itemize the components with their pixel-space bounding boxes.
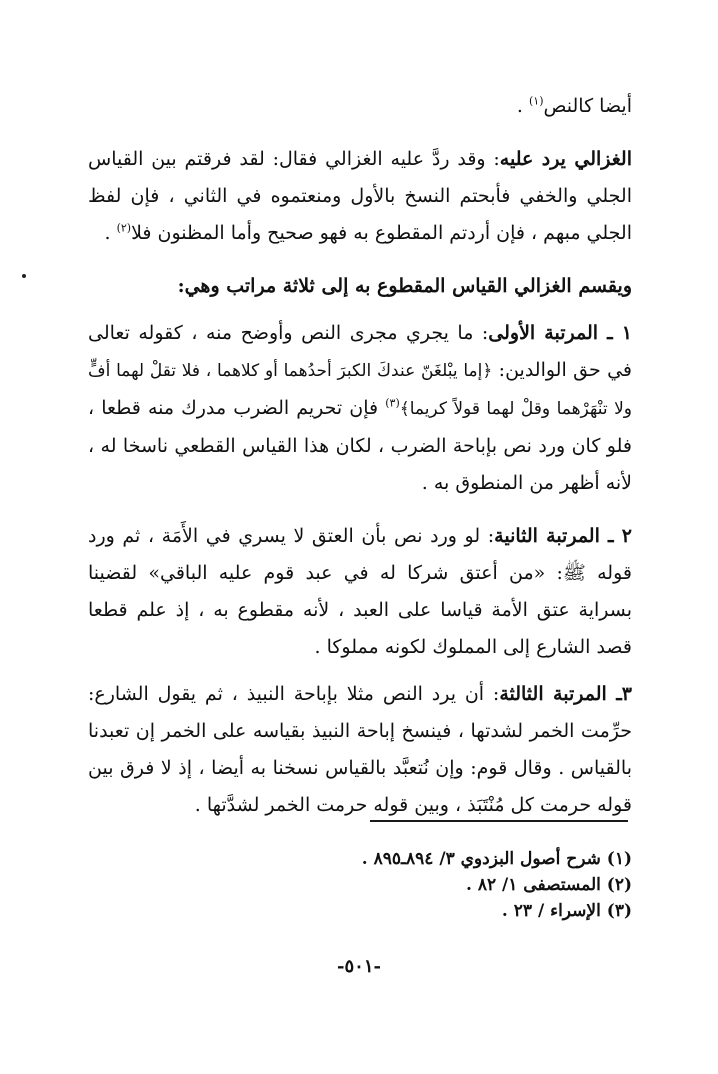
paragraph-second-rank: [88, 518, 632, 666]
paragraph-continuation: [88, 88, 632, 125]
paragraph-text: : وقد ردَّ عليه الغزالي فقال: لقد فرقتم بين القياس الجلي والخفي فأبحتم النسخ بالأول ومنعتموه في الثاني ، فإن لفظ الجلي مبهم ، فإن أردتم المقطوع به فهو صحيح وأما المظنون فلا: [88, 148, 632, 244]
footnote-item: (٣) الإسراء / ٢٣ .: [501, 901, 632, 921]
paragraph-heading: ٣ـ المرتبة الثالثة: [499, 683, 632, 705]
paragraph-text-continued: فإن تحريم الضرب مدرك منه قطعا ، فلو كان ورد نص بإباحة الضرب ، لكان هذا القياس القطعي ناسخا له ، لأنه أظهر من المنطوق به .: [88, 397, 632, 494]
quran-verse: ﴿إما يبْلغَنّ عندكَ الكبرَ أحدُهما أو كلاهما ، فلا تقلْ لهما أفٍّ ولا تنْهَرْهما وقلْ لهما قولاً كريما﴾: [88, 361, 632, 419]
paragraph-heading: الغزالي يرد عليه: [499, 148, 632, 170]
paragraph-text: ويقسم الغزالي القياس المقطوع به إلى ثلاثة مراتب وهي:: [177, 275, 632, 297]
footnote-separator: [370, 820, 628, 822]
paragraph-text: : أن يرد النص مثلا بإباحة النبيذ ، ثم يقول الشارع: حرِّمت الخمر لشدتها ، فينسخ إباحة النبيذ بقياسه على الخمر إن تعبدنا بالقياس . وقال قوم: وإن نُتعبَّد بالقياس نسخنا به أيضا ، إذ لا فرق بين قوله حرمت كل مُنْتَبَذ ، وبين قوله حرمت الخمر لشدَّتها .: [88, 683, 632, 816]
paragraph-tail: .: [516, 95, 529, 117]
page-number: -٥٠١-: [337, 956, 381, 977]
paragraph-first-rank: [88, 315, 632, 502]
margin-dot: [22, 274, 26, 278]
paragraph-division-intro: [88, 268, 632, 305]
footnotes: [88, 846, 632, 924]
paragraph-text: : لو ورد نص بأن العتق لا يسري في الأَمَة ، ثم ورد قوله ﷺ: «من أعتق شركا له في عبد قوم عليه الباقي» لقضينا بسراية عتق الأمة قياسا على العبد ، لأنه مقطوع به ، إذ علم قطعا قصد الشارع إلى المملوك لكونه مملوكا .: [88, 525, 632, 658]
footnote-item: (٢) المستصفى ١/ ٨٢ .: [466, 875, 632, 895]
paragraph-text: : ما يجري مجرى النص وأوضح منه ، كقوله تعالى في حق الوالدين:: [88, 322, 632, 381]
footnote-item: (١) شرح أصول البزدوي ٣/ ٨٩٤ـ٨٩٥ .: [361, 849, 632, 869]
paragraph-tail: .: [104, 222, 117, 244]
footnote-marker[interactable]: (٢): [116, 221, 132, 235]
main-text: [88, 88, 632, 824]
footnote-marker[interactable]: (١): [528, 94, 544, 108]
footnote-marker[interactable]: (٣): [385, 396, 400, 410]
paragraph-third-rank: [88, 676, 632, 824]
paragraph-ghazali-reply: [88, 141, 632, 252]
paragraph-heading: ٢ ـ المرتبة الثانية: [494, 525, 633, 547]
paragraph-text: أيضا كالنص: [543, 95, 632, 117]
paragraph-heading: ١ ـ المرتبة الأولى: [488, 322, 632, 344]
